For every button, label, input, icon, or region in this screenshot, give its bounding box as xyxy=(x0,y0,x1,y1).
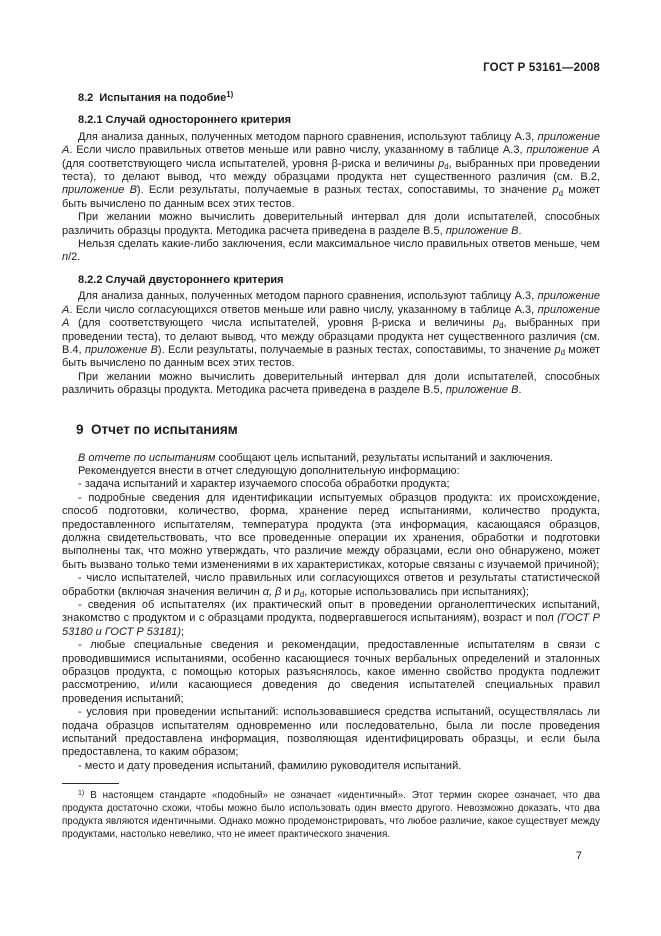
list-item-statistics: - число испытателей, число правильных или согласующихся ответов и результаты статистической обработки (включая значения величин α, β и $p_d$, которые использовались при испытаниях); xyxy=(62,572,600,599)
page-number: 7 xyxy=(575,850,582,863)
list-item-task: - задача испытаний и характер изучаемого способа обработки продукта; xyxy=(78,478,450,491)
list-item-place-date: - место и дату проведения испытаний, фамилию руководителя испытаний. xyxy=(78,759,462,772)
para-8-2-1-no-conclusion: Нельзя сделать какие-либо заключения, если максимальное число правильных ответов меньше, чем n/2. xyxy=(62,238,600,264)
list-item-test-conditions: - условия при проведении испытаний: использовавшиеся средства испытаний, осуществлялась ли подача образцов испытателям одновременно или последовательно, была ли после проведения испытаний предоставлена информация, позволяющая идентифицировать образцы, и если была предоставлена, то каким образом; xyxy=(62,706,600,759)
para-8-2-2-analysis: Для анализа данных, полученных методом парного сравнения, используют таблицу А.3, приложение А. Если число согласующихся ответов меньше или равно числу, указанному в таблице А.3, приложение А (для соответствующего числа испытателей, уровня β-риска и величины $p_d$, выбранных при проведении теста), то делают вывод, что между образцами продукта нет существенного различия (см. В.4, приложение В). Если результаты, получаемые в разных тестах, сопоставимы, то значение $p_d$ может быть вычислено по данным всех этих тестов. xyxy=(62,290,601,370)
list-item-assessors: - сведения об испытателях (их практический опыт в проведении органолептических испытаний, знакомство с продуктом и с образцами продукта, подвергавшегося испытаниям), возраст и пол (ГОСТ Р 53180 и ГОСТ Р 53181); xyxy=(62,599,600,638)
para-report-recommend: Рекомендуется внести в отчет следующую дополнительную информацию: xyxy=(78,464,460,477)
para-8-2-2-interval: При желании можно вычислить доверительный интервал для доли испытателей, способных различить образцы продукта. Методика расчета приведена в разделе В.5, приложение В. xyxy=(62,370,600,397)
heading-9: 9 Отчет по испытаниям xyxy=(76,421,238,437)
heading-8-2-1: 8.2.1 Случай одностороннего критерия xyxy=(78,114,292,127)
heading-8-2: 8.2 Испытания на подобие$^{1)}$ xyxy=(78,90,234,104)
page-footer xyxy=(62,850,600,863)
doc-code: ГОСТ Р 53161—2008 xyxy=(483,62,600,74)
heading-8-2-2: 8.2.2 Случай двустороннего критерия xyxy=(78,273,284,286)
para-8-2-1-interval: При желании можно вычислить доверительный интервал для доли испытателей, способных различить образцы продукта. Методика расчета приведена в разделе В.5, приложение В. xyxy=(62,211,600,237)
document-body xyxy=(62,92,600,863)
footnote-text: $^{1)}$ В настоящем стандарте «подобный» не означает «идентичный». Этот термин скорее означает, что два продукта достаточно схожи, чтобы можно было использовать один вместо другого. Невозможно доказать, что два продукта являются идентичными. Однако можно продемонстрировать, что любое различие, какое существует между продуктами, настолько невелико, что не имеет практического значения. xyxy=(62,790,600,841)
footnote-rule xyxy=(62,783,119,784)
list-item-sample-identification: - подробные сведения для идентификации испытуемых образцов продукта: их происхождение, способ подготовки, количество, форма, хранение перед испытаниями, количество продукта, предоставленного испытателям, температура продукта (эта информация, касающаяся образцов, должна свидетельствовать, что все проведенные операции их хранения, обработки и подготовки выполнены так, что можно утверждать, что различие между образцами, если оно обнаружено, может быть вызвано только теми изменениями в их характеристиках, которые связаны с изучаемой причиной); xyxy=(62,491,600,571)
page-header xyxy=(62,62,600,75)
para-8-2-1-analysis: Для анализа данных, полученных методом парного сравнения, используют таблицу А.3, приложение А. Если число правильных ответов меньше или равно числу, указанному в таблице А.3, приложение А (для соответствующего числа испытателей, уровня β-риска и величины $p_d$, выбранных при проведении теста), то делают вывод, что между образцами продукта нет существенного различия (см. В.2, приложение В). Если результаты, получаемые в разных тестах, сопоставимы, то значение $p_d$ может быть вычислено по данным всех этих тестов. xyxy=(62,130,600,210)
para-report-intro: В отчете по испытаниям сообщают цель испытаний, результаты испытаний и заключения. xyxy=(78,451,554,464)
list-item-special-info: - любые специальные сведения и рекомендации, предоставленные испытателям в связи с проводившимися испытаниями, особенно касающиеся точных вербальных определений и эталонных образцов продукта, с помощью которых разъяснялось, какое именно свойство продукта подлежит рассмотрению, и/или касающиеся доведения до сведения испытателей специальных правил проведения испытаний; xyxy=(62,639,600,705)
